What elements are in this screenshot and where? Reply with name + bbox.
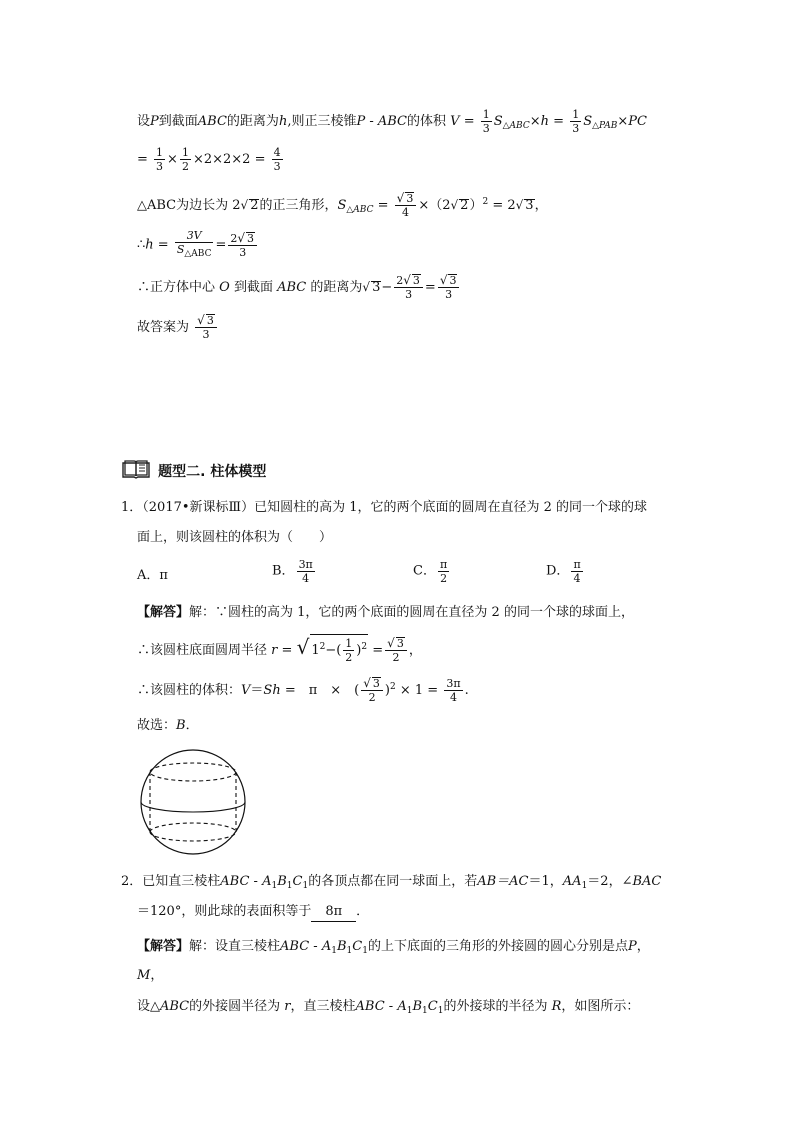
text: 故答案为: [137, 320, 190, 335]
radicand: 2: [460, 198, 469, 213]
q1-choice: 故选：B．: [137, 718, 199, 733]
fraction-one-third: $\frac{1}{3}$: [572, 108, 580, 135]
fraction-2root3-over-3: $\frac{2√ 3}{3}$: [394, 274, 423, 301]
var-O: O: [219, 280, 230, 295]
var-h: h: [278, 114, 288, 129]
fraction-one-third: $\frac{1}{3}$: [482, 108, 490, 135]
q2-answer-line-2: M，: [137, 968, 164, 983]
answer-blank: 8π: [311, 903, 356, 922]
fraction-root3-over-4: $\frac{√ 3}{4}$: [395, 192, 417, 219]
text: = 2: [492, 198, 516, 213]
fraction-root3-over-3: $\frac{√ 3}{3}$: [195, 314, 217, 341]
question-text: （2017•新课标Ⅲ）已知圆柱的高为 1，它的两个底面的圆周在直径为 2 的同一个球的球: [142, 500, 648, 515]
var-PABC: P - ABC: [356, 114, 407, 129]
sphere-cylinder-figure: [136, 747, 252, 863]
radicand: 3: [372, 280, 381, 295]
solution-line-3: △ABC为边长为 2√ 2的正三角形，$S_{\triangle ABC}$ = $\frac{√ 3}{4}$ ×（2√ 2）$^2$ = 2√ 3，: [137, 191, 548, 219]
radicand: 3: [525, 198, 534, 213]
solution-line-2: [137, 146, 285, 173]
fraction-one-half: $\frac{1}{2}$: [181, 146, 189, 173]
text: 的体积: [407, 114, 447, 129]
q1-line-1: [121, 499, 647, 517]
text: ）: [469, 198, 483, 213]
subscript: △ABC: [502, 121, 530, 131]
text: ×2×2×2 =: [192, 152, 266, 167]
equals: =: [377, 198, 389, 213]
equals: =: [215, 237, 227, 253]
section-heading: [121, 459, 266, 481]
radicand: 2: [250, 198, 259, 213]
equals: =: [553, 114, 565, 129]
q2-line-2: ＝120°，则此球的表面积等于 8π ．: [137, 903, 369, 922]
var-h: h: [145, 237, 154, 253]
q2-line-1: 2．已知直三棱柱ABC - $A_1B_1C_1$的各顶点都在同一球面上，若AB＝AC＝1，$AA_1=2$，∠BAC: [121, 874, 662, 891]
text: ×PC: [617, 114, 647, 129]
q1-answer-line-2: ∴该圆柱底面圆周半径 r = √ $1^2-$( $\frac{1}{2}$ )$^2$ = $\frac{√ 3}{2}$ ，: [137, 635, 422, 664]
equals: =: [463, 114, 475, 129]
var-S: S: [493, 114, 503, 129]
text: ×h: [529, 114, 549, 129]
question-text: 面上，则该圆柱的体积为（ ）: [137, 530, 333, 545]
therefore: ∴: [137, 237, 146, 253]
text: 到截面: [233, 280, 273, 295]
var-ABC: ABC: [277, 280, 307, 295]
var-S: S: [583, 114, 593, 129]
superscript: 2: [482, 197, 489, 207]
text: ×（2: [418, 198, 451, 213]
solution-line-5: ∴正方体中心 O 到截面 ABC 的距离为√ 3− $\frac{2√ 3}{3}$ = $\frac{√ 3}{3}$: [137, 274, 461, 301]
text: △ABC为边长为 2: [137, 198, 241, 213]
q1-option-b: B． $\frac{3\pi}{4}$: [272, 558, 313, 585]
subscript: △PAB: [592, 121, 618, 131]
text: 到截面: [158, 114, 198, 129]
q1-option-a: A．π: [137, 568, 168, 583]
minus: −: [381, 280, 393, 295]
text: ，: [534, 198, 548, 213]
fraction-one-third: $\frac{1}{3}$: [156, 146, 164, 173]
fraction-3V-over-S: $\frac{3V}{S_{\triangle ABC}}$: [176, 229, 212, 259]
var-V: V: [450, 114, 460, 129]
text: 的正三角形，: [259, 198, 338, 213]
solution-line-1: [137, 108, 647, 135]
q1-line-2: [137, 529, 332, 547]
answer-text: 解：∵圆柱的高为 1，它的两个底面的圆周在直径为 2 的同一个球的球面上，: [189, 605, 634, 620]
equals: =: [424, 280, 436, 295]
var-S: S: [337, 198, 347, 213]
book-icon: [121, 459, 151, 485]
text: 的距离为: [310, 280, 363, 295]
q2-answer-line-3: 设△ABC的外接圆半径为 r，直三棱柱ABC - $A_1B_1C_1$的外接球的半径为 R，如图所示：: [137, 999, 640, 1016]
equals: =: [157, 237, 169, 253]
times: ×: [167, 152, 178, 167]
text: ,则正三棱锥: [287, 114, 357, 129]
text: 设: [137, 114, 151, 129]
var-ABC: ABC: [197, 114, 227, 129]
fraction-four-thirds: $\frac{4}{3}$: [273, 146, 281, 173]
answer-tag: 【解答】: [137, 605, 190, 620]
solution-line-6: [137, 314, 219, 341]
text: 的距离为: [226, 114, 279, 129]
text: ∴正方体中心: [137, 280, 216, 295]
question-number: 1．: [121, 500, 143, 515]
equals: =: [137, 152, 148, 167]
subscript: △ABC: [346, 205, 374, 215]
var-P: P: [150, 114, 159, 129]
q1-option-c: C． $\frac{\pi}{2}$: [413, 558, 448, 585]
solution-line-4: [137, 229, 259, 261]
fraction-root3-over-3: $\frac{√ 3}{3}$: [438, 274, 460, 301]
fraction-2root3-over-3: $\frac{2√ 3}{3}$: [228, 232, 257, 259]
q1-option-d: D． $\frac{\pi}{4}$: [546, 558, 581, 585]
q1-answer-line-1: [137, 604, 634, 622]
section-title: 题型二. 柱体模型: [158, 464, 267, 480]
q2-answer-line-1: 【解答】解：设直三棱柱ABC - $A_1B_1C_1$的上下底面的三角形的外接圆的圆心分别是点P，: [137, 939, 650, 956]
q1-answer-line-3: ∴该圆柱的体积：V＝Sh = π × ( $\frac{√ 3}{2}$ )$^2$ × 1 = $\frac{3\pi}{4}$ .: [137, 676, 469, 704]
